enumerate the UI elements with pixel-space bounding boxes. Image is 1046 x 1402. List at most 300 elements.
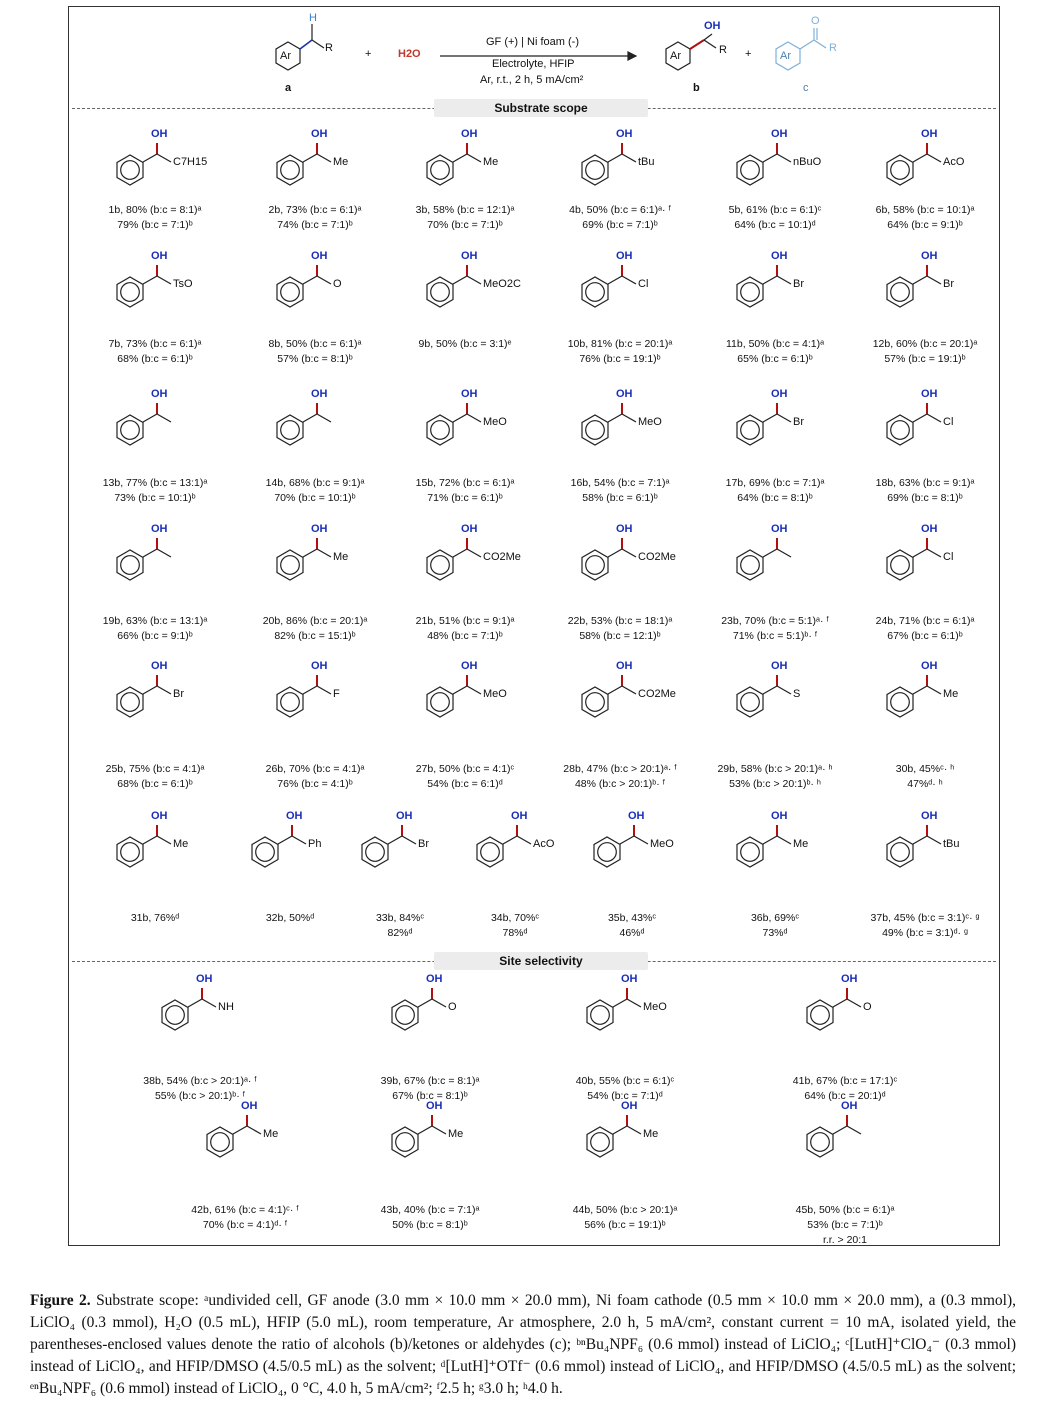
yield-line-1: 18b, 63% (b:c = 9:1)ᵃ — [875, 477, 975, 489]
molecule-45b — [775, 1107, 915, 1167]
molecule-10b — [550, 257, 690, 317]
oh-label: OH — [511, 810, 528, 822]
entry-caption-16b — [540, 476, 700, 506]
oh-label: OH — [771, 810, 788, 822]
yield-line-1: 6b, 58% (b:c = 10:1)ᵃ — [875, 204, 975, 216]
bond — [763, 686, 777, 694]
substituent-label: Me — [263, 1128, 279, 1140]
molecule-41b — [775, 980, 915, 1040]
yield-line-2: 76% (b:c = 4:1)ᵇ — [277, 778, 353, 790]
yield-line-1: 31b, 76%ᵈ — [130, 912, 180, 924]
bond — [143, 549, 157, 557]
aromatic-circle — [586, 421, 605, 440]
entry-caption-17b — [695, 476, 855, 506]
aromatic-circle — [586, 283, 605, 302]
bond — [303, 686, 317, 694]
oh-label: OH — [311, 388, 328, 400]
figure-caption — [30, 1290, 1016, 1400]
substituent-label: O — [333, 278, 342, 290]
substituent-label: O — [863, 1001, 872, 1013]
yield-line-1: 42b, 61% (b:c = 4:1)ᶜ· ᶠ — [191, 1204, 299, 1216]
yield-line-2: 50% (b:c = 8:1)ᵇ — [392, 1219, 468, 1231]
oh-label: OH — [311, 660, 328, 672]
oh-label: OH — [151, 388, 168, 400]
molecule-7b — [85, 257, 225, 317]
yield-line-2: 55% (b:c > 20:1)ᵇ· ᶠ — [154, 1090, 246, 1102]
r-label-a: R — [325, 42, 333, 54]
bond — [763, 154, 777, 162]
entry-caption-18b — [845, 476, 1005, 506]
yield-line-2: 73% (b:c = 10:1)ᵇ — [114, 492, 196, 504]
molecule-27b — [395, 667, 535, 727]
entry-caption-23b — [695, 614, 855, 644]
aromatic-circle — [431, 556, 450, 575]
yield-line-1: 29b, 58% (b:c > 20:1)ᵃ· ʰ — [717, 763, 833, 775]
oh-label: OH — [151, 250, 168, 262]
entry-caption-29b — [695, 762, 855, 792]
yield-line-2: 82%ᵈ — [387, 927, 413, 939]
bond — [143, 276, 157, 284]
cond-1: GF (+) | Ni foam (-) — [486, 36, 579, 48]
substituent-label: Me — [333, 156, 349, 168]
molecule-17b — [705, 395, 845, 455]
aromatic-circle — [891, 843, 910, 862]
entry-caption-3b — [385, 203, 545, 233]
bond — [202, 999, 216, 1007]
entry-caption-30b — [845, 762, 1005, 792]
caption-text: Substrate scope: ᵃundivided cell, GF anode (3.0 mm × 10.0 mm × 20.0 mm), Ni foam cathode (0.5 mm × 10.0 mm × 20.0 mm), a (0.3 mmol), LiClO₄ (0.3 mmol), H₂O (0.5 mL), HFIP (5.0 mL), room temperature, Ar atmosphere, 2.0 h, 5 mA/cm², constant current = 10 mA, isolated yield, the parentheses-enclosed values denote the ratio of alcohols (b)/ketones or aldehydes (c); ᵇⁿBu₄NPF₆ (0.6 mmol) instead of LiClO₄; ᶜ[LutH]⁺ClO₄⁻ (0.3 mmol) instead of LiClO₄, and HFIP/DMSO (4.5/0.5 mL) as the solvent; ᵈ[LutH]⁺OTf⁻ (0.6 mmol) instead of LiClO₄, and HFIP/DMSO (4.5/0.5 mL) as the solvent; ᵉⁿBu₄NPF₆ (0.6 mmol) instead of LiClO₄, 0 °C, 4.0 h, 5 mA/cm²; ᶠ2.5 h; ᵍ3.0 h; ʰ4.0 h. — [30, 1292, 1016, 1397]
yield-line-2: 71% (b:c = 6:1)ᵇ — [427, 492, 503, 504]
yield-line-1: 11b, 50% (b:c = 4:1)ᵃ — [726, 338, 824, 350]
yield-line-1: 19b, 63% (b:c = 13:1)ᵃ — [102, 615, 208, 627]
oh-label: OH — [616, 523, 633, 535]
bond — [622, 154, 636, 162]
molecule-13b — [85, 395, 225, 455]
oh-label: OH — [616, 660, 633, 672]
aromatic-circle — [256, 843, 275, 862]
substituent-label: AcO — [533, 838, 555, 850]
oh-label: OH — [841, 973, 858, 985]
bond — [622, 549, 636, 557]
entry-caption-11b — [695, 337, 855, 367]
yield-line-1: 22b, 53% (b:c = 18:1)ᵃ — [567, 615, 673, 627]
bond — [143, 836, 157, 844]
oh-label: OH — [241, 1100, 258, 1112]
aromatic-circle — [741, 283, 760, 302]
substituent-label: Me — [448, 1128, 464, 1140]
yield-line-2: 78%ᵈ — [502, 927, 528, 939]
entry-caption-15b — [385, 476, 545, 506]
molecule-18b — [855, 395, 995, 455]
yield-line-1: 21b, 51% (b:c = 9:1)ᵃ — [415, 615, 515, 627]
substituent-label: Cl — [943, 551, 954, 563]
h-label: H — [309, 12, 317, 24]
aromatic-circle — [891, 161, 910, 180]
bond — [777, 414, 791, 422]
yield-line-1: 39b, 67% (b:c = 8:1)ᵃ — [380, 1075, 480, 1087]
entry-caption-35b — [552, 911, 712, 941]
bond — [927, 414, 941, 422]
molecule-43b — [360, 1107, 500, 1167]
aromatic-circle — [591, 1133, 610, 1152]
yield-line-1: 23b, 70% (b:c = 5:1)ᵃ· ᶠ — [721, 615, 829, 627]
oh-label: OH — [286, 810, 303, 822]
yield-line-1: 34b, 70%ᶜ — [490, 912, 540, 924]
bond — [763, 549, 777, 557]
bond — [453, 154, 467, 162]
oh-label: OH — [771, 388, 788, 400]
molecule-5b — [705, 135, 845, 195]
entry-caption-28b — [540, 762, 700, 792]
substituent-label: MeO — [650, 838, 674, 850]
aromatic-circle — [121, 693, 140, 712]
oh-label: OH — [311, 523, 328, 535]
yield-line-1: 15b, 72% (b:c = 6:1)ᵃ — [415, 477, 515, 489]
bond — [517, 836, 531, 844]
molecule-37b — [855, 817, 995, 877]
oh-label: OH — [616, 388, 633, 400]
bond — [418, 1126, 432, 1134]
yield-line-1: 28b, 47% (b:c > 20:1)ᵃ· ᶠ — [563, 763, 677, 775]
substituent-label: Me — [173, 838, 189, 850]
molecule-20b — [245, 530, 385, 590]
molecule-26b — [245, 667, 385, 727]
bond — [763, 836, 777, 844]
bond — [157, 836, 171, 844]
oh-label: OH — [628, 810, 645, 822]
bond — [777, 686, 791, 694]
bond — [303, 154, 317, 162]
oh-label: OH — [151, 810, 168, 822]
yield-line-1: 25b, 75% (b:c = 4:1)ᵃ — [105, 763, 205, 775]
yield-line-1: 27b, 50% (b:c = 4:1)ᶜ — [415, 763, 515, 775]
entry-caption-10b — [540, 337, 700, 367]
yield-line-2: 58% (b:c = 12:1)ᵇ — [579, 630, 661, 642]
substituent-label: CO2Me — [638, 688, 676, 700]
prod-c-label: c — [803, 82, 809, 94]
molecule-3b — [395, 135, 535, 195]
bond — [777, 549, 791, 557]
bond — [303, 414, 317, 422]
yield-line-1: 32b, 50%ᵈ — [265, 912, 315, 924]
bond — [913, 836, 927, 844]
r-label-c: R — [829, 42, 837, 54]
oh-label: OH — [311, 250, 328, 262]
bond — [143, 686, 157, 694]
yield-line-1: 2b, 73% (b:c = 6:1)ᵃ — [268, 204, 362, 216]
bond — [467, 686, 481, 694]
ar-label-c: Ar — [780, 50, 791, 62]
aromatic-circle — [366, 843, 385, 862]
water-label: H2O — [398, 48, 421, 60]
substituent-label: Me — [793, 838, 809, 850]
yield-line-2: 53% (b:c > 20:1)ᵇ· ʰ — [729, 778, 821, 790]
substituent-label: Me — [333, 551, 349, 563]
yield-line-2: 54% (b:c = 6:1)ᵈ — [427, 778, 503, 790]
entry-caption-8b — [235, 337, 395, 367]
entry-caption-22b — [540, 614, 700, 644]
yield-line-2: 48% (b:c = 7:1)ᵇ — [427, 630, 503, 642]
bond — [627, 999, 641, 1007]
yield-line-2: 46%ᵈ — [619, 927, 645, 939]
aromatic-circle — [121, 283, 140, 302]
oh-label: OH — [426, 1100, 443, 1112]
aromatic-circle — [598, 843, 617, 862]
entry-caption-19b — [75, 614, 235, 644]
yield-line-2: 66% (b:c = 9:1)ᵇ — [117, 630, 193, 642]
bond — [833, 999, 847, 1007]
molecule-24b — [855, 530, 995, 590]
aromatic-circle — [396, 1006, 415, 1025]
molecule-44b — [555, 1107, 695, 1167]
entry-caption-25b — [75, 762, 235, 792]
bond — [613, 999, 627, 1007]
bond — [432, 1126, 446, 1134]
bond — [303, 549, 317, 557]
aromatic-circle — [166, 1006, 185, 1025]
yield-line-2: 48% (b:c > 20:1)ᵇ· ᶠ — [574, 778, 666, 790]
yield-line-1: 36b, 69%ᶜ — [750, 912, 800, 924]
entry-caption-9b — [385, 337, 545, 352]
bond — [317, 414, 331, 422]
entry-caption-5b — [695, 203, 855, 233]
yield-line-2: 57% (b:c = 19:1)ᵇ — [884, 353, 966, 365]
entry-caption-13b — [75, 476, 235, 506]
oh-label: OH — [426, 973, 443, 985]
bond — [402, 836, 416, 844]
yield-line-1: 5b, 61% (b:c = 6:1)ᶜ — [728, 204, 822, 216]
bond — [317, 549, 331, 557]
cond-3: Ar, r.t., 2 h, 5 mA/cm² — [480, 74, 584, 86]
bond — [613, 1126, 627, 1134]
oh-label: OH — [311, 128, 328, 140]
substituent-label: nBuO — [793, 156, 822, 168]
yield-line-1: 14b, 68% (b:c = 9:1)ᵃ — [265, 477, 365, 489]
oh-label: OH — [771, 250, 788, 262]
substituent-label: NH — [218, 1001, 234, 1013]
substituent-label: Me — [643, 1128, 659, 1140]
bond — [157, 414, 171, 422]
aromatic-circle — [741, 161, 760, 180]
substituent-label: C7H15 — [173, 156, 208, 168]
bond — [388, 836, 402, 844]
bond — [777, 276, 791, 284]
yield-line-2: 67% (b:c = 6:1)ᵇ — [887, 630, 963, 642]
yield-line-2: 70% (b:c = 10:1)ᵇ — [274, 492, 356, 504]
bond — [157, 686, 171, 694]
entry-caption-2b — [235, 203, 395, 233]
aromatic-circle — [281, 161, 300, 180]
r-label-b: R — [719, 44, 727, 56]
bond — [453, 276, 467, 284]
substituent-label: tBu — [943, 838, 960, 850]
entry-caption-7b — [75, 337, 235, 367]
aromatic-circle — [431, 421, 450, 440]
bond — [622, 414, 636, 422]
oh-label: OH — [621, 973, 638, 985]
yield-line-1: 44b, 50% (b:c > 20:1)ᵃ — [572, 1204, 678, 1216]
oh-label: OH — [461, 523, 478, 535]
bond — [608, 154, 622, 162]
aromatic-circle — [481, 843, 500, 862]
entry-caption-44b — [545, 1203, 705, 1233]
molecule-38b — [130, 980, 270, 1040]
sm-label: a — [285, 82, 292, 94]
substituent-label: tBu — [638, 156, 655, 168]
oh-label-b: OH — [704, 20, 721, 32]
bond — [503, 836, 517, 844]
substituent-label: O — [448, 1001, 457, 1013]
substituent-label: Cl — [943, 416, 954, 428]
aromatic-circle — [211, 1133, 230, 1152]
substituent-label: MeO — [483, 688, 507, 700]
bond — [278, 836, 292, 844]
oh-label: OH — [151, 660, 168, 672]
bond — [847, 1126, 861, 1134]
oh-label: OH — [921, 250, 938, 262]
molecule-6b — [855, 135, 995, 195]
bond — [913, 154, 927, 162]
substituent-label: Br — [793, 416, 804, 428]
bond — [927, 276, 941, 284]
yield-line-2: 64% (b:c = 8:1)ᵇ — [737, 492, 813, 504]
bond — [913, 549, 927, 557]
ar-label-a: Ar — [280, 50, 291, 62]
molecule-2b — [245, 135, 385, 195]
substituent-label: S — [793, 688, 801, 700]
bond — [913, 414, 927, 422]
molecule-12b — [855, 257, 995, 317]
oh-label: OH — [616, 250, 633, 262]
bond — [467, 276, 481, 284]
substituent-label: Ph — [308, 838, 322, 850]
bond — [634, 836, 648, 844]
yield-line-2: 68% (b:c = 6:1)ᵇ — [117, 778, 193, 790]
aromatic-circle — [121, 421, 140, 440]
bond — [927, 154, 941, 162]
substituent-label: MeO — [643, 1001, 667, 1013]
molecule-4b — [550, 135, 690, 195]
prod-b-label: b — [693, 82, 700, 94]
aromatic-circle — [431, 283, 450, 302]
yield-line-1: 8b, 50% (b:c = 6:1)ᵃ — [268, 338, 362, 350]
entry-caption-27b — [385, 762, 545, 792]
entry-caption-26b — [235, 762, 395, 792]
oh-label: OH — [921, 660, 938, 672]
entry-caption-37b — [845, 911, 1005, 941]
oh-label: OH — [461, 128, 478, 140]
yield-line-2: 65% (b:c = 6:1)ᵇ — [737, 353, 813, 365]
yield-line-2: 73%ᵈ — [762, 927, 788, 939]
aromatic-circle — [811, 1133, 830, 1152]
aromatic-circle — [396, 1133, 415, 1152]
bond — [317, 154, 331, 162]
yield-line-2: 68% (b:c = 6:1)ᵇ — [117, 353, 193, 365]
yield-line-2: 69% (b:c = 7:1)ᵇ — [582, 219, 658, 231]
molecule-14b — [245, 395, 385, 455]
entry-caption-43b — [350, 1203, 510, 1233]
bond — [317, 276, 331, 284]
yield-line-3: r.r. > 20:1 — [822, 1234, 868, 1246]
substituent-label: Br — [793, 278, 804, 290]
yield-line-2: 64% (b:c = 20:1)ᵈ — [804, 1090, 886, 1102]
aromatic-circle — [741, 843, 760, 862]
bond — [608, 414, 622, 422]
yield-line-2: 67% (b:c = 8:1)ᵇ — [392, 1090, 468, 1102]
yield-line-1: 9b, 50% (b:c = 3:1)ᵉ — [418, 338, 512, 350]
molecule-23b — [705, 530, 845, 590]
bond — [622, 276, 636, 284]
yield-line-1: 1b, 80% (b:c = 8:1)ᵃ — [108, 204, 202, 216]
banner-site-selectivity: Site selectivity — [434, 952, 648, 970]
oh-label: OH — [196, 973, 213, 985]
entry-caption-20b — [235, 614, 395, 644]
bond — [157, 154, 171, 162]
oh-label: OH — [396, 810, 413, 822]
bond — [467, 154, 481, 162]
bond — [913, 276, 927, 284]
substituent-label: Br — [943, 278, 954, 290]
molecule-42b — [175, 1107, 315, 1167]
oh-label: OH — [151, 128, 168, 140]
bond — [833, 1126, 847, 1134]
substituent-label: CO2Me — [483, 551, 521, 563]
bond — [247, 1126, 261, 1134]
yield-line-1: 7b, 73% (b:c = 6:1)ᵃ — [108, 338, 202, 350]
bond — [608, 549, 622, 557]
yield-line-2: 70% (b:c = 4:1)ᵈ· ᶠ — [202, 1219, 288, 1231]
banner-substrate-scope: Substrate scope — [434, 99, 648, 117]
bond — [143, 414, 157, 422]
aromatic-circle — [891, 693, 910, 712]
oh-label: OH — [151, 523, 168, 535]
aromatic-circle — [891, 556, 910, 575]
bond — [157, 549, 171, 557]
bond — [927, 836, 941, 844]
bond — [467, 549, 481, 557]
entry-caption-1b — [75, 203, 235, 233]
aromatic-circle — [431, 693, 450, 712]
plus-2: + — [745, 48, 752, 60]
yield-line-1: 4b, 50% (b:c = 6:1)ᵃ· ᶠ — [569, 204, 671, 216]
yield-line-1: 33b, 84%ᶜ — [375, 912, 425, 924]
yield-line-2: 79% (b:c = 7:1)ᵇ — [117, 219, 193, 231]
molecule-31b — [85, 817, 225, 877]
bond — [188, 999, 202, 1007]
yield-line-1: 24b, 71% (b:c = 6:1)ᵃ — [875, 615, 975, 627]
molecule-29b — [705, 667, 845, 727]
molecule-15b — [395, 395, 535, 455]
substituent-label: Cl — [638, 278, 649, 290]
yield-line-2: 82% (b:c = 15:1)ᵇ — [274, 630, 356, 642]
yield-line-2: 71% (b:c = 5:1)ᵇ· ᶠ — [732, 630, 818, 642]
ar-label-b: Ar — [670, 50, 681, 62]
aromatic-circle — [891, 283, 910, 302]
entry-caption-12b — [845, 337, 1005, 367]
bond — [913, 686, 927, 694]
aromatic-circle — [891, 421, 910, 440]
entry-caption-6b — [845, 203, 1005, 233]
oh-label: OH — [461, 660, 478, 672]
substituent-label: Br — [173, 688, 184, 700]
yield-line-1: 37b, 45% (b:c = 3:1)ᶜ· ᵍ — [870, 912, 980, 924]
aromatic-circle — [281, 421, 300, 440]
bond — [157, 276, 171, 284]
yield-line-1: 17b, 69% (b:c = 7:1)ᵃ — [725, 477, 825, 489]
oh-label: OH — [921, 810, 938, 822]
yield-line-1: 40b, 55% (b:c = 6:1)ᶜ — [575, 1075, 675, 1087]
bond — [763, 276, 777, 284]
